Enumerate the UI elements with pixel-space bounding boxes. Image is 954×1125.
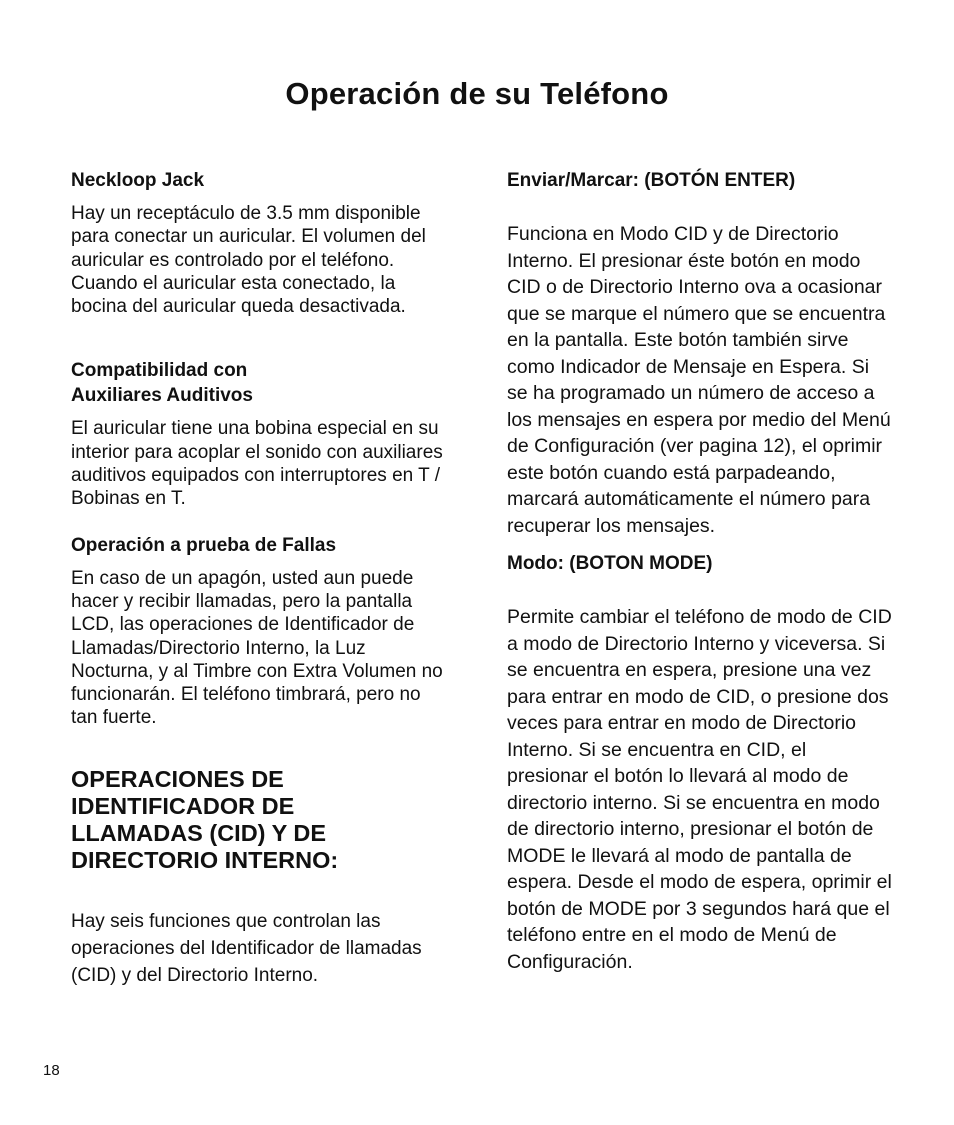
- compat-body: El auricular tiene una bobina especial en su interior para acoplar el sonido con auxiliares auditivos equipados con interruptores en T / Bobinas en T.: [71, 418, 443, 510]
- compat-title-line1: Compatibilidad con: [71, 360, 248, 382]
- cid-heading: [71, 766, 451, 874]
- mode-title: Modo: (BOTON MODE): [507, 553, 713, 574]
- right-column: [507, 168, 892, 975]
- enter-body: Funciona en Modo CID y de Directorio Interno. El presionar éste botón en modo CID o de Directorio Interno ova a ocasionar que se marque el número que se encuentra en la pantalla. Este botón también sirve como Indicador de Mensaje en Espera. Si se ha programado un número de acceso a los mensajes en espera por medio del Menú de Configuración (ver pagina 12), el oprimir este botón cuando está parpadeando, marcará automáticamente el número para recuperar los mensajes.: [507, 223, 891, 537]
- neckloop-body: Hay un receptáculo de 3.5 mm disponible para conectar un auricular. El volumen del auricular es controlado por el teléfono. Cuando el auricular esta conectado, la bocina del auricular queda desactivada.: [71, 203, 426, 318]
- cid-body: Hay seis funciones que controlan las operaciones del Identificador de llamadas (CID) y del Directorio Interno.: [71, 910, 422, 986]
- failsafe-body: En caso de un apagón, usted aun puede hacer y recibir llamadas, pero la pantalla LCD, las operaciones de Identificador de Llamadas/Directorio Interno, la Luz Nocturna, y al Timbre con Extra Volumen no funcionarán. El teléfono timbrará, pero no tan fuerte.: [71, 567, 443, 729]
- left-column: [71, 168, 451, 989]
- mode-body: Permite cambiar el teléfono de modo de CID a modo de Directorio Interno y viceversa. Si se encuentra en espera, presione una vez para entrar en modo de CID, o presione dos veces para entrar en modo de Directorio Interno. Si se encuentra en CID, el presionar el botón lo llevará al modo de directorio interno. Si se encuentra en modo de directorio interno, presionar el botón de MODE le llevará al modo de pantalla de espera. Desde el modo de espera, oprimir el botón de MODE por 3 segundos hará que el teléfono entre en el modo de Menú de Configuración.: [507, 606, 892, 973]
- compat-title-line2: Auxiliares Auditivos: [71, 385, 253, 407]
- cid-heading-line: OPERACIONES DE: [71, 765, 284, 792]
- enter-title: Enviar/Marcar: (BOTÓN ENTER): [507, 170, 796, 191]
- page-title: Operación de su Teléfono: [285, 76, 669, 111]
- cid-heading-line: DIRECTORIO INTERNO:: [71, 846, 339, 873]
- neckloop-title: Neckloop Jack: [71, 170, 205, 191]
- page-number: 18: [43, 1062, 60, 1079]
- compat-title: [71, 358, 451, 408]
- cid-heading-line: IDENTIFICADOR DE: [71, 792, 295, 819]
- failsafe-title: Operación a prueba de Fallas: [71, 534, 337, 556]
- cid-heading-line: LLAMADAS (CID) Y DE: [71, 819, 327, 846]
